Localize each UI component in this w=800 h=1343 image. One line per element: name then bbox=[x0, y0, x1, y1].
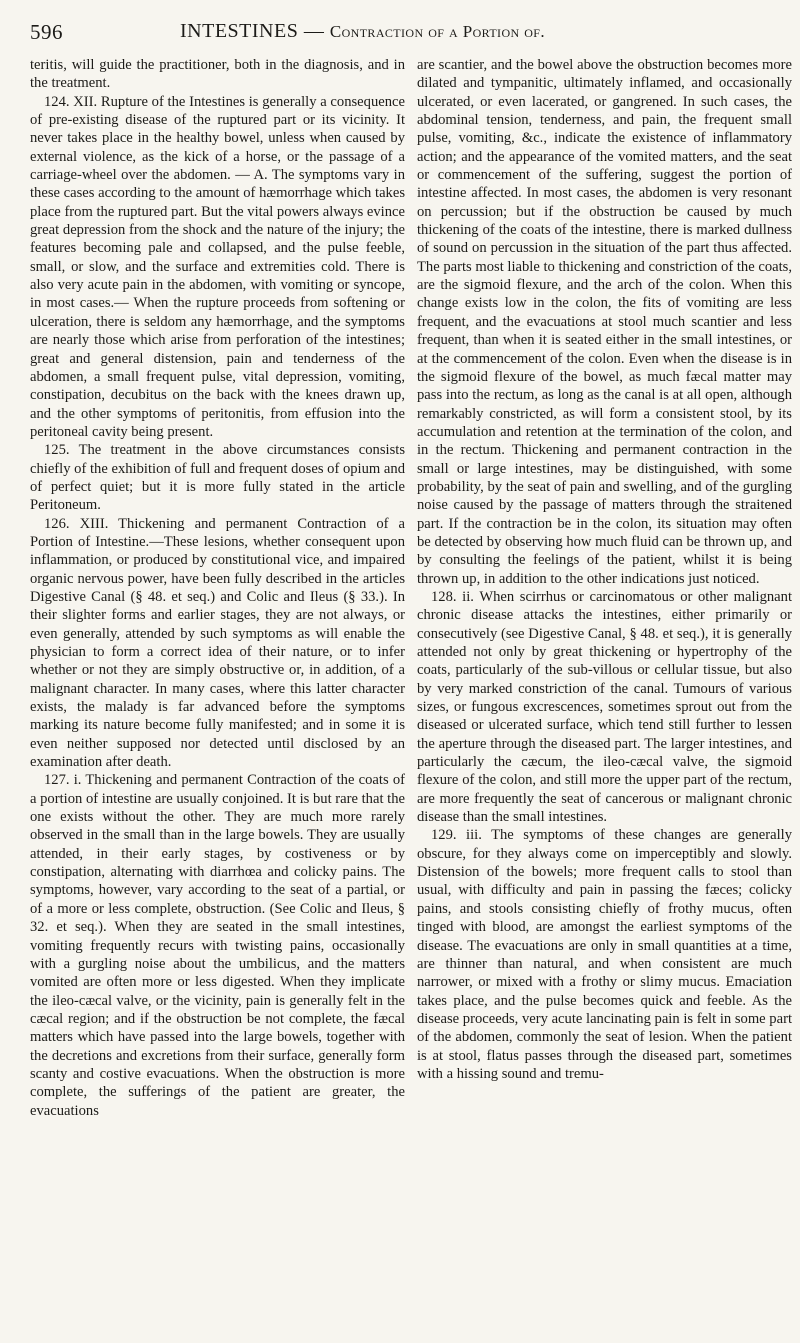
text-columns bbox=[30, 56, 792, 1120]
running-title-main: INTESTINES — bbox=[180, 20, 325, 42]
paragraph: are scantier, and the bowel above the obstruction becomes more dilated and tympanitic, ultimately inflamed, and occasionally ulcerated, or even lacerated, or gangrened. In such cases, the abdominal tension, tenderness, and pain, the frequent small pulse, vomiting, &c., indicate the existence of inflammatory action; and the appearance of the vomited matters, and the seat or commencement of the suffering, suggest the portion of intestine affected. In most cases, the abdomen is very resonant on percussion; but if the obstruction be caused by much thickening of the coats of the intestine, there is marked dullness of sound on percussion in the situation of the part thus affected. The parts most liable to thickening and constriction of the coats, are the sigmoid flexure, and the arch of the colon. When this change exists low in the colon, the fits of vomiting are less frequent, and the evacuations at stool much scantier and less frequent, than when it is seated either in the small intestines, or at the commencement of the colon. Even when the disease is in the sigmoid flexure of the bowel, as much fæcal matter may pass into the rectum, as long as the canal is at all open, although remarkably constricted, as will form a consistent stool, by its accumulation and retention at the termination of the colon, and in the rectum. Thickening and permanent contraction in the small or large intestines, may be distinguished, with some probability, by the seat of pain and swelling, and of the gurgling noise caused by the passage of matters through the straitened part. If the contraction be in the colon, its situation may often be detected by observing how much fluid can be thrown up, and by consulting the feelings of the patient, whilst it is being thrown up, in addition to the other indications just noticed. bbox=[417, 57, 792, 587]
running-title-sub: Contraction of a Portion of. bbox=[329, 22, 546, 41]
paragraph: 125. The treatment in the above circumstances consists chiefly of the exhibition of full and frequent doses of opium and of perfect quiet; but it is more fully stated in the article Peritoneum. bbox=[30, 442, 405, 514]
running-title bbox=[180, 20, 545, 43]
right-column bbox=[417, 56, 792, 1120]
paragraph: 127. i. Thickening and permanent Contraction of the coats of a portion of intestine are usually conjoined. It is but rare that the one exists without the other. They are much more rarely observed in the small than in the large bowels. They are usually attended, in their early stages, by costiveness or by constipation, alternating with diarrhœa and colicky pains. The symptoms, however, vary according to the seat of a partial, or of a more or less complete, obstruction. (See Colic and Ileus, § 32. et seq.). When they are seated in the small intestines, vomiting frequently recurs with twisting pains, occasionally with a gurgling noise about the umbilicus, and the matters vomited are often more or less digested. When they implicate the ileo-cæcal valve, or the vicinity, pain is generally felt in the cæcal region; and if the obstruction be not complete, the fæcal matters which have passed into the large bowels, together with the decretions and excretions from their surface, generally form scanty and costive evacuations. When the obstruction is more complete, the sufferings of the patient are greater, the evacuations bbox=[30, 772, 405, 1119]
paragraph: 126. XIII. Thickening and permanent Contraction of a Portion of Intestine.—These lesions, whether consequent upon inflammation, or produced by constitutional vice, and impaired organic nervous power, have been fully described in the articles Digestive Canal (§ 48. et seq.) and Colic and Ileus (§ 33.). In their slighter forms and earlier stages, they are not always, or even generally, attended by such symptoms as will enable the physician to form a correct idea of their nature, or to infer whether or not they are simply obstructive or, in addition, of a malignant character. In many cases, where this latter character exists, the malady is far advanced before the symptoms marking its nature become fully manifested; and in some it is even neither supposed nor detected until disclosed by an examination after death. bbox=[30, 515, 405, 771]
paragraph: 129. iii. The symptoms of these changes are generally obscure, for they always come on imperceptibly and slowly. Distension of the bowels; more frequent calls to stool than usual, with difficulty and pain in passing the fæces; colicky pains, and stools consisting chiefly of frothy mucus, often tinged with blood, are amongst the earliest symptoms of the disease. The evacuations are only in small quantities at a time, are thinner than natural, and when consistent are much narrower, or mixed with a frothy or slimy mucus. Emaciation takes place, and the pulse becomes quick and feeble. As the disease proceeds, very acute lancinating pain is felt in some part of the abdomen, commonly the seat of lesion. When the patient is at stool, flatus passes through the diseased part, sometimes with a hissing sound and tremu- bbox=[417, 827, 792, 1082]
left-column bbox=[30, 56, 405, 1120]
page-number: 596 bbox=[30, 20, 63, 44]
running-header bbox=[30, 18, 792, 54]
paragraph: 124. XII. Rupture of the Intestines is generally a consequence of pre-existing disease of the ruptured part or its vicinity. It never takes place in the healthy bowel, unless when caused by external violence, as the kick of a horse, or the passage of a carriage-wheel over the abdomen. — A. The symptoms vary in these cases according to the amount of hæmorrhage which takes place from the ruptured part. But the vital powers always evince great depression from the shock and the nature of the injury; the features becoming pale and collapsed, and the pulse feeble, small, or slow, and the surface and extremities cold. There is also very acute pain in the abdomen, with vomiting or syncope, in most cases.— When the rupture proceeds from softening or ulceration, there is seldom any hæmorrhage, and the symptoms are nearly those which arise from perforation of the intestines; great and general distension, pain and tenderness of the abdomen, a small frequent pulse, vital depression, vomiting, constipation, decubitus on the back with the knees drawn up, and the other symptoms of peritonitis, from effusion into the peritoneal cavity being present. bbox=[30, 93, 405, 440]
paragraph: teritis, will guide the practitioner, both in the diagnosis, and in the treatment. bbox=[30, 57, 405, 92]
paragraph: 128. ii. When scirrhus or carcinomatous or other malignant chronic disease attacks the intestines, either primarily or consecutively (see Digestive Canal, § 48. et seq.), it is generally attended not only by great thickening or hypertrophy of the coats, particularly of the sub-villous or cellular tissue, but also by very marked constriction of the canal. Tumours of various sizes, or fungous excrescences, sometimes sprout out from the diseased or ulcerated surface, which tend still further to lessen the aperture through the diseased part. The larger intestines, and particularly the cæcum, the ileo-cæcal valve, the sigmoid flexure of the colon, and still more the upper part of the rectum, are more frequently the seat of cancerous or malignant chronic disease than the small intestines. bbox=[417, 588, 792, 826]
